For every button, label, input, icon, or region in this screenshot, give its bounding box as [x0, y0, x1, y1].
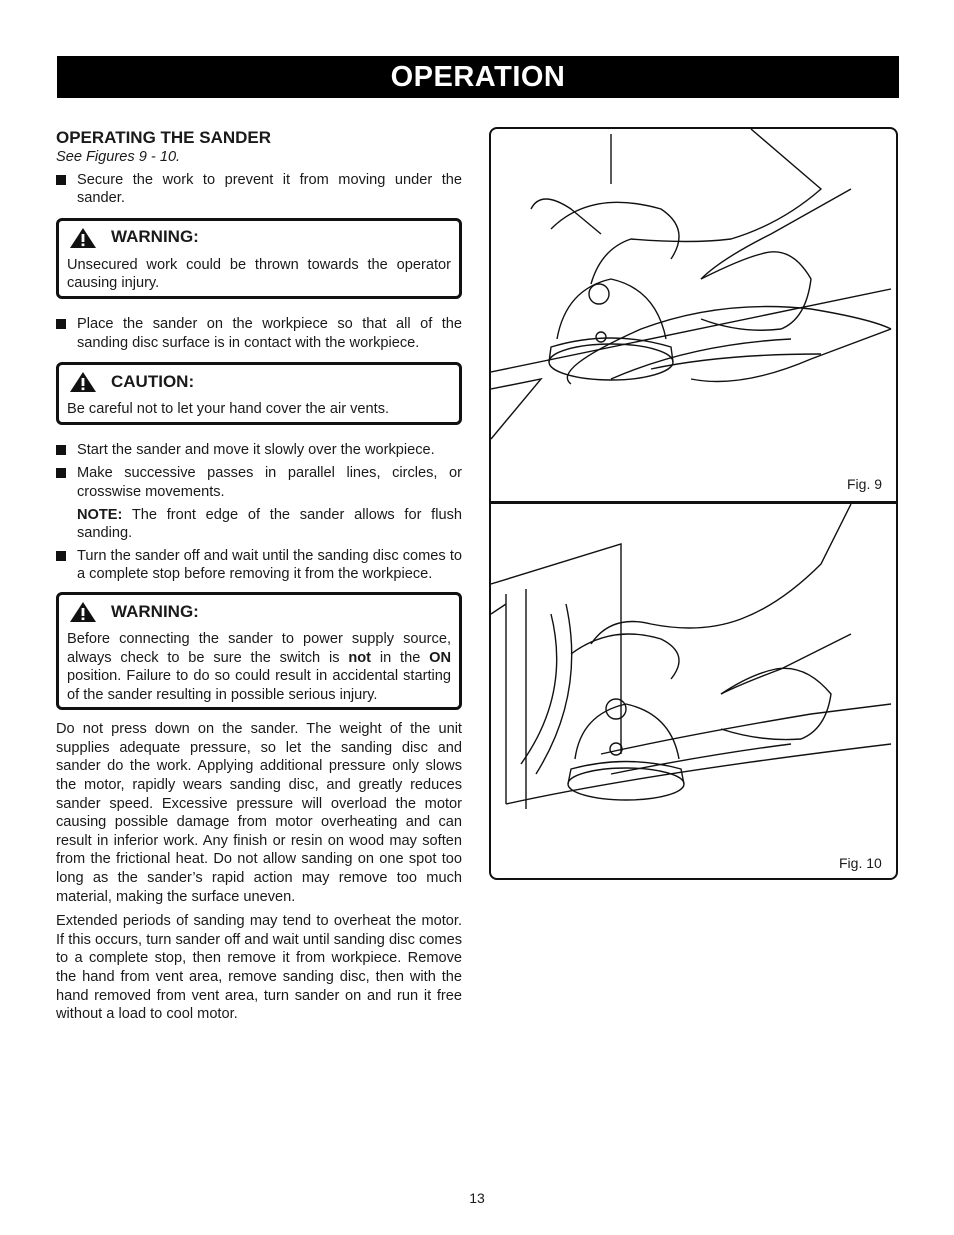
sander-figure-10-illustration — [491, 504, 896, 880]
text-column — [56, 127, 462, 1024]
warning-box — [56, 592, 462, 710]
warning-text: Before connecting the sander to power supply source, always check to be sure the switch is not in the ON position. Failure to do so could result in accidental starting of the sander resulting in possible serious injury. — [67, 630, 452, 703]
list-item-text: Turn the sander off and wait until the sanding disc comes to a complete stop before removing it from the workpiece. — [77, 547, 462, 583]
warning-text: Unsecured work could be thrown towards the operator causing injury. — [67, 256, 451, 292]
warning-label: WARNING: — [111, 227, 199, 247]
page-banner: OPERATION — [57, 56, 899, 98]
bullet-square-icon — [56, 315, 77, 352]
warning-triangle-icon — [69, 601, 97, 623]
list-item — [56, 441, 462, 461]
body-paragraph: Do not press down on the sander. The weight of the unit supplies adequate pressure, so let the sanding disc and sander do the work. Applying additional pressure only slows the motor, rapidly wears sanding disc, and greatly reduces sander speed. Excessive pressure will overload the motor causing possible damage from motor overheating and can result in inferior work. Any finish or resin on wood may soften from the frictional heat. Do not allow sanding on one spot too long as the sander’s rapid action may remove too much material, making the surface uneven. — [56, 721, 462, 905]
note — [77, 506, 462, 543]
list-item — [56, 315, 462, 352]
list-item — [56, 171, 462, 208]
list-item-text: Start the sander and move it slowly over the workpiece. — [77, 441, 435, 458]
warning-box — [56, 218, 462, 299]
figure-frame — [489, 127, 898, 880]
list-item — [56, 464, 462, 501]
sander-figure-9-illustration — [491, 129, 896, 501]
figure-label: Fig. 9 — [847, 476, 883, 492]
bullet-square-icon — [56, 441, 77, 461]
bullet-square-icon — [56, 171, 77, 208]
note-text: The front edge of the sander allows for flush sanding. — [77, 506, 462, 542]
list-item-text: Secure the work to prevent it from moving under the sander. — [77, 171, 462, 207]
bullet-square-icon — [56, 547, 77, 584]
caution-triangle-icon — [69, 371, 97, 393]
list-item-text: Make successive passes in parallel lines, circles, or crosswise movements. — [77, 465, 462, 500]
page-number: 13 — [469, 1190, 485, 1206]
figure-reference: See Figures 9 - 10. — [56, 149, 181, 165]
list-item-text: Place the sander on the workpiece so that all of the sanding disc surface is in contact with the workpiece. — [77, 315, 462, 351]
caution-box — [56, 362, 462, 425]
caution-label: CAUTION: — [111, 371, 195, 391]
body-paragraph: Extended periods of sanding may tend to overheat the motor. If this occurs, turn sander off and wait until sanding disc comes to a complete stop, then remove it from workpiece. Remove the hand from vent area, remove sanding disc, then with the hand removed from vent area, turn sander on and run it free without a load to cool motor. — [56, 913, 462, 1023]
warning-label: WARNING: — [111, 601, 199, 621]
caution-text: Be careful not to let your hand cover the air vents. — [67, 401, 390, 418]
note-label: NOTE: — [77, 506, 123, 523]
warning-triangle-icon — [69, 227, 97, 249]
list-item — [56, 547, 462, 584]
figure-label: Fig. 10 — [839, 855, 882, 871]
bullet-square-icon — [56, 464, 77, 501]
section-title: OPERATING THE SANDER — [56, 128, 272, 147]
